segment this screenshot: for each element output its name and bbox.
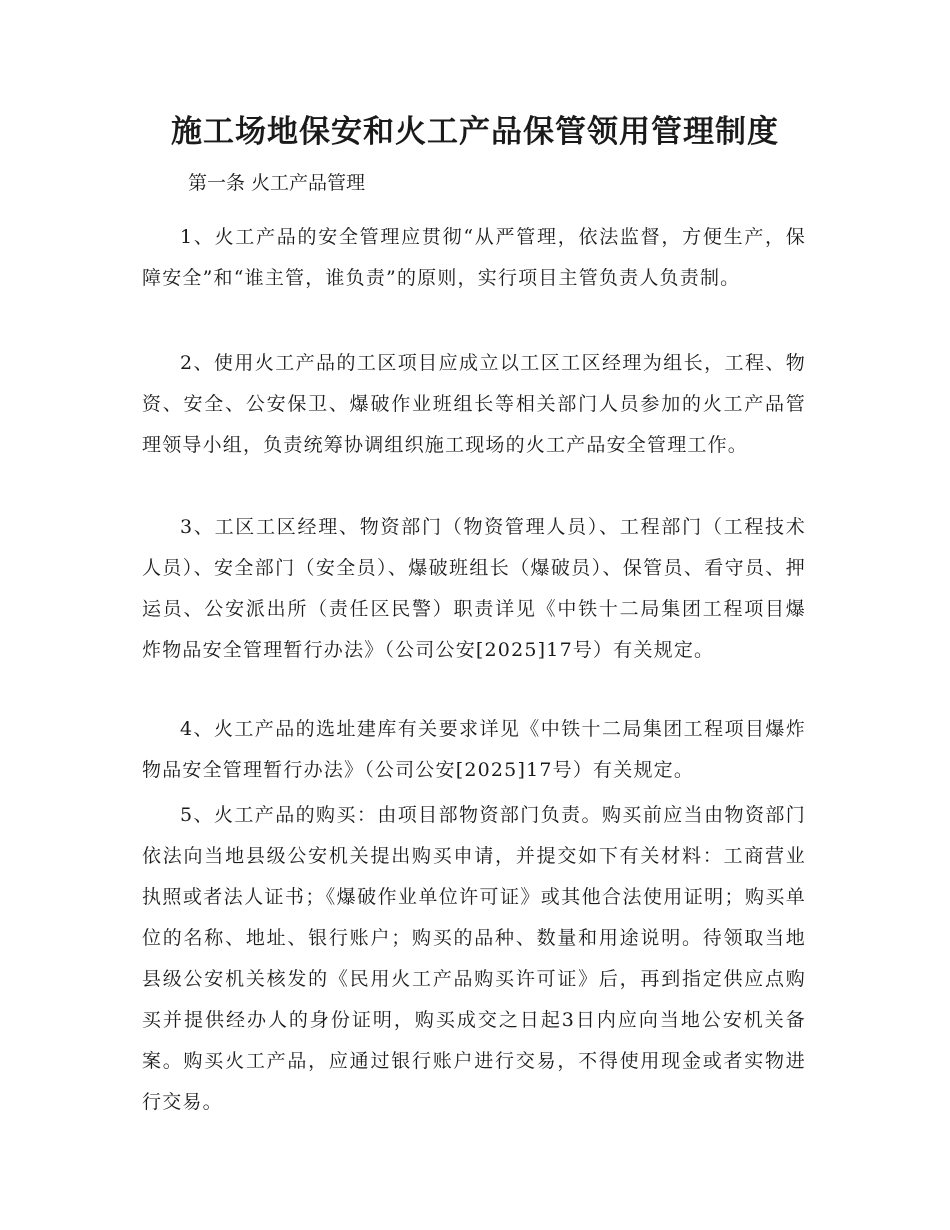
paragraph-5: 5、火工产品的购买：由项目部物资部门负责。购买前应当由物资部门依法向当地县级公安机关提出购买申请，并提交如下有关材料：工商营业执照或者法人证书；《爆破作业单位许可证》或其他合法使用证明；购买单位的名称、地址、银行账户；购买的品种、数量和用途说明。待领取当地县级公安机关核发的《民用火工产品购买许可证》后，再到指定供应点购买并提供经办人的身份证明，购买成交之日起3日内应向当地公安机关备案。购买火工产品，应通过银行账户进行交易，不得使用现金或者实物进行交易。 bbox=[142, 804, 806, 1113]
paragraph-4: 4、火工产品的选址建库有关要求详见《中铁十二局集团工程项目爆炸物品安全管理暂行办法》（公司公安[2025]17号）有关规定。 bbox=[142, 718, 806, 781]
paragraph-1: 1、火工产品的安全管理应贯彻“从严管理，依法监督，方便生产，保障安全”和“谁主管，谁负责”的原则，实行项目主管负责人负责制。 bbox=[142, 226, 806, 289]
paragraph-3: 3、工区工区经理、物资部门（物资管理人员）、工程部门（工程技术人员）、安全部门（安全员）、爆破班组长（爆破员）、保管员、看守员、押运员、公安派出所（责任区民警）职责详见《中铁十二局集团工程项目爆炸物品安全管理暂行办法》（公司公安[2025]17号）有关规定。 bbox=[142, 516, 806, 661]
paragraph-2: 2、使用火工产品的工区项目应成立以工区工区经理为组长，工程、物资、安全、公安保卫、爆破作业班组长等相关部门人员参加的火工产品管理领导小组，负责统筹协调组织施工现场的火工产品安全管理工作。 bbox=[142, 352, 806, 456]
document-title: 施工场地保安和火工产品保管领用管理制度 bbox=[171, 114, 779, 150]
article-heading: 第一条 火工产品管理 bbox=[188, 172, 366, 194]
